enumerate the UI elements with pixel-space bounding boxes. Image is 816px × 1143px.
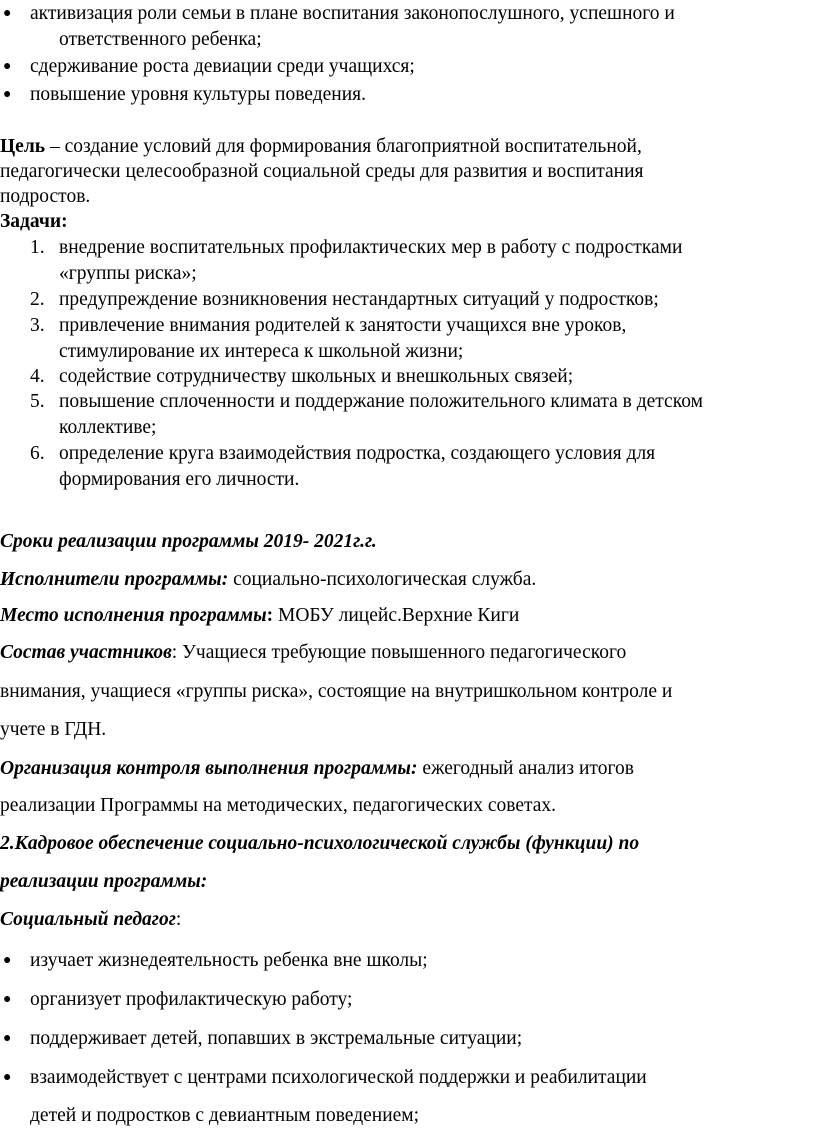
control-value: ежегодный анализ итогов <box>417 758 634 779</box>
task-number: 5. <box>30 391 45 412</box>
participants-text-3: учете в ГДН. <box>0 719 107 740</box>
social-pedagogue-heading <box>0 908 181 932</box>
executors-line <box>0 568 536 592</box>
intro-bullet-2: сдерживание роста девиации среди учащихся; <box>30 56 415 77</box>
task-number: 4. <box>30 366 45 387</box>
bullet-icon: ● <box>3 87 12 102</box>
intro-bullet-1: активизация роли семьи в плане воспитания законопослушного, успешного и <box>30 3 675 24</box>
task-number: 6. <box>30 443 45 464</box>
task-item-5: повышение сплоченности и поддержание положительного климата в детском <box>59 391 703 412</box>
bullet-icon: ● <box>3 992 12 1007</box>
place-label: Место исполнения программы <box>0 605 267 626</box>
intro-bullet-3: повышение уровня культуры поведения. <box>30 84 366 105</box>
task-item-3: привлечение внимания родителей к занятости учащихся вне уроков, <box>59 315 627 336</box>
bullet-icon: ● <box>3 953 12 968</box>
goal-label: Цель <box>0 136 46 157</box>
participants-line-1 <box>0 641 626 665</box>
task-item-5-cont: коллективе; <box>59 417 157 438</box>
task-number: 1. <box>30 237 45 258</box>
task-number: 3. <box>30 315 45 336</box>
task-item-1-cont: «группы риска»; <box>59 263 197 284</box>
social-pedagogue-colon: : <box>175 909 182 930</box>
section2-heading-1: 2.Кадровое обеспечение социально-психологической службы (функции) по <box>0 833 640 854</box>
task-item-4: содействие сотрудничеству школьных и внешкольных связей; <box>59 366 574 387</box>
pedagogue-duty-2: организует профилактическую работу; <box>30 989 353 1010</box>
executors-label: Исполнители программы: <box>0 569 229 590</box>
task-item-6: определение круга взаимодействия подростка, создающего условия для <box>59 443 656 464</box>
goal-text-1: – создание условий для формирования благоприятной воспитательной, <box>45 136 642 157</box>
executors-value: социально-психологическая служба. <box>228 569 537 590</box>
task-item-2: предупреждение возникновения нестандартных ситуаций у подростков; <box>59 289 659 310</box>
goal-text-3: подростов. <box>0 186 91 207</box>
pedagogue-duty-3: поддерживает детей, попавших в экстремальные ситуации; <box>30 1028 523 1049</box>
bullet-icon: ● <box>3 6 12 21</box>
intro-bullet-1-cont: ответственного ребенка; <box>59 29 262 50</box>
place-value: МОБУ лицейс.Верхние Киги <box>273 605 520 626</box>
bullet-icon: ● <box>3 59 12 74</box>
bullet-icon: ● <box>3 1031 12 1046</box>
task-item-3-cont: стимулирование их интереса к школьной жизни; <box>59 341 464 362</box>
participants-label: Состав участников <box>0 642 172 663</box>
control-line-1 <box>0 757 634 781</box>
control-line-2: реализации Программы на методических, педагогических советах. <box>0 795 557 816</box>
bullet-icon: ● <box>3 1070 12 1085</box>
participants-text-1: : Учащиеся требующие повышенного педагогического <box>171 642 627 663</box>
task-item-1: внедрение воспитательных профилактических мер в работу с подростками <box>59 237 683 258</box>
place-colon: : <box>266 605 274 626</box>
control-label: Организация контроля выполнения программы: <box>0 758 418 779</box>
goal-paragraph <box>0 135 642 159</box>
task-number: 2. <box>30 289 45 310</box>
tasks-heading: Задачи: <box>0 211 68 232</box>
task-item-6-cont: формирования его личности. <box>59 469 300 490</box>
participants-text-2: внимания, учащиеся «группы риска», состоящие на внутришкольном контроле и <box>0 681 673 702</box>
pedagogue-duty-1: изучает жизнедеятельность ребенка вне школы; <box>30 950 428 971</box>
pedagogue-duty-4: взаимодействует с центрами психологической поддержки и реабилитации <box>30 1067 647 1088</box>
goal-text-2: педагогически целесообразной социальной среды для развития и воспитания <box>0 161 644 182</box>
social-pedagogue-label: Социальный педагог <box>0 909 176 930</box>
terms-line: Сроки реализации программы 2019- 2021г.г. <box>0 531 377 552</box>
section2-heading-2: реализации программы: <box>0 871 208 892</box>
place-line <box>0 604 519 628</box>
pedagogue-duty-4-cont: детей и подростков с девиантным поведением; <box>30 1105 420 1126</box>
